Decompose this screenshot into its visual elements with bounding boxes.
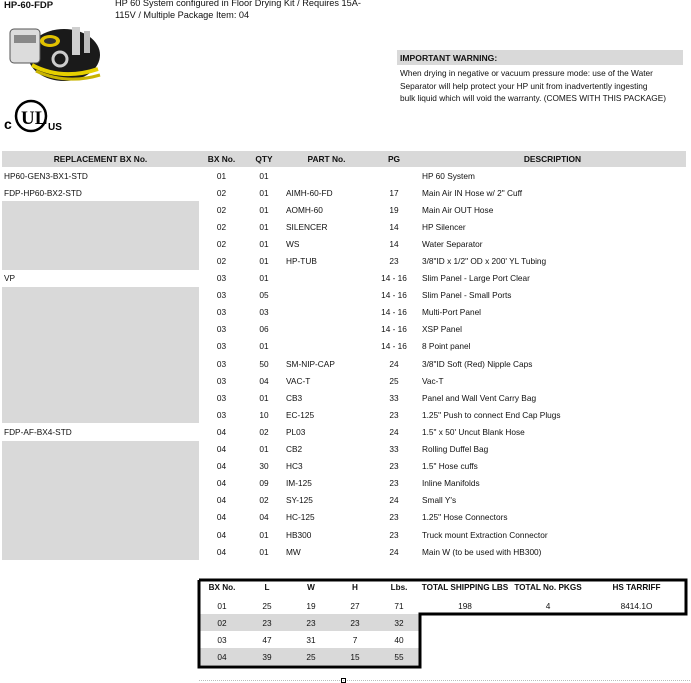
part-no-cell: HB300: [286, 529, 312, 540]
qty-cell: 01: [259, 170, 269, 181]
box-no-cell: 04: [199, 648, 245, 665]
replacement-bx-cell: [2, 218, 199, 235]
config-line-1: HP 60 System configured in Floor Drying Kit / Requires 15A-: [115, 0, 361, 8]
replacement-bx-cell: [2, 252, 199, 269]
hs-tariff-cell: 8414.1O: [620, 600, 653, 611]
box-row: [199, 648, 686, 665]
qty-cell: 02: [259, 495, 269, 506]
ul-c-text: c: [4, 116, 12, 132]
bx-no-cell: 02: [216, 256, 227, 267]
description-cell: XSP Panel: [422, 324, 462, 335]
header-part-no: PART No.: [284, 151, 369, 167]
part-no-cell: PL03: [286, 426, 306, 437]
bx-no-cell: 03: [216, 273, 227, 284]
part-no-cell: AOMH-60: [286, 204, 323, 215]
part-no-cell: CB3: [286, 392, 303, 403]
qty-cell: 30: [259, 461, 269, 472]
description-cell: Small Y's: [422, 495, 457, 506]
bx-no-cell: 02: [216, 187, 227, 198]
length-cell: 39: [245, 648, 289, 665]
box-dimensions-section: [199, 577, 686, 665]
pg-cell: 24: [389, 426, 399, 437]
pg-cell: 33: [389, 392, 399, 403]
parts-row: [2, 355, 686, 372]
parts-header-row: [2, 151, 686, 167]
pg-cell: 17: [389, 187, 399, 198]
replacement-bx-cell: [2, 338, 199, 355]
description-cell: Slim Panel - Small Ports: [422, 290, 512, 301]
height-cell: 15: [333, 648, 377, 665]
description-cell: Rolling Duffel Bag: [422, 444, 489, 455]
parts-row: [2, 235, 686, 252]
description-cell: 3/8"ID x 1/2" OD x 200' YL Tubing: [422, 256, 547, 267]
parts-row: [2, 389, 686, 406]
configuration-text: [115, 0, 385, 21]
part-no-cell: EC-125: [286, 409, 315, 420]
replacement-bx-cell: [2, 509, 199, 526]
parts-row: [2, 492, 686, 509]
pg-cell: 23: [389, 409, 399, 420]
length-cell: 25: [262, 600, 272, 611]
replacement-bx-cell: [2, 406, 199, 423]
replacement-bx-cell: [2, 355, 199, 372]
parts-row: [2, 338, 686, 355]
replacement-bx-cell: [2, 543, 199, 560]
parts-row: [2, 458, 686, 475]
lbs-cell: 71: [394, 600, 404, 611]
part-no-cell: HP-TUB: [286, 256, 317, 267]
description-cell: 3/8"ID Soft (Red) Nipple Caps: [422, 358, 533, 369]
replacement-bx-cell: FDP-HP60-BX2-STD: [4, 187, 82, 198]
qty-cell: 01: [259, 187, 269, 198]
part-no-cell: VAC-T: [286, 375, 311, 386]
bx-no-cell: 03: [216, 392, 227, 403]
parts-row: [2, 252, 686, 269]
header-bx-no: BX No.: [199, 151, 244, 167]
replacement-bx-cell: [2, 321, 199, 338]
pg-cell: [369, 167, 419, 184]
box-row: [199, 631, 686, 648]
product-photo: [2, 15, 102, 85]
replacement-bx-cell: [2, 287, 199, 304]
box-no-cell: 02: [199, 614, 245, 631]
qty-cell: 04: [259, 512, 269, 523]
bx-no-cell: 04: [216, 444, 227, 455]
description-cell: 1.5" Hose cuffs: [422, 461, 478, 472]
bx-no-cell: 04: [216, 512, 227, 523]
description-cell: HP Silencer: [422, 221, 466, 232]
description-cell: Water Separator: [422, 238, 483, 249]
lbs-cell: 55: [377, 648, 421, 665]
pg-cell: 23: [389, 529, 399, 540]
description-cell: 1.25" Hose Connectors: [422, 512, 508, 523]
model-number: HP-60-FDP: [4, 0, 54, 11]
lbs-cell: 32: [377, 614, 421, 631]
part-no-cell: HC3: [286, 461, 303, 472]
box-row: [199, 597, 686, 614]
bx-no-cell: 02: [216, 204, 227, 215]
parts-row: [2, 372, 686, 389]
replacement-bx-cell: [2, 492, 199, 509]
box-dimensions-table: [199, 577, 686, 665]
parts-row: [2, 526, 686, 543]
pg-cell: 24: [389, 495, 399, 506]
empty-cell: [421, 631, 686, 648]
pg-cell: 25: [389, 375, 399, 386]
bx-no-cell: 03: [216, 290, 227, 301]
replacement-bx-cell: [2, 372, 199, 389]
qty-cell: 01: [259, 529, 269, 540]
parts-table: [2, 151, 686, 560]
pg-cell: 19: [389, 204, 399, 215]
header-pg: PG: [369, 151, 419, 167]
box-no-cell: 01: [217, 600, 227, 611]
bx-no-cell: 04: [216, 495, 227, 506]
replacement-bx-cell: [2, 389, 199, 406]
replacement-bx-cell: [2, 458, 199, 475]
bx-no-cell: 02: [216, 221, 227, 232]
header-width: W: [307, 582, 315, 592]
part-no-cell: MW: [286, 546, 301, 557]
part-no-cell: [284, 338, 369, 355]
qty-cell: 09: [259, 478, 269, 489]
parts-row: [2, 441, 686, 458]
parts-row: [2, 509, 686, 526]
ul-text: UL: [21, 108, 48, 129]
header-description: DESCRIPTION: [419, 151, 686, 167]
parts-row: [2, 201, 686, 218]
box-row: [199, 614, 686, 631]
parts-row: [2, 184, 686, 201]
header-replacement-bx: REPLACEMENT BX No.: [2, 151, 199, 167]
important-warning: [397, 50, 683, 107]
header-hs-tariff: HS TARRIFF: [612, 582, 661, 592]
header-qty: QTY: [244, 151, 284, 167]
replacement-bx-cell: HP60-GEN3-BX1-STD: [4, 170, 88, 181]
empty-cell: [421, 648, 686, 665]
width-cell: 19: [306, 600, 316, 611]
replacement-bx-cell: VP: [4, 273, 16, 284]
width-cell: 31: [306, 634, 316, 645]
pg-cell: 24: [389, 358, 399, 369]
description-cell: Inline Manifolds: [422, 478, 480, 489]
parts-row: [2, 423, 686, 440]
qty-cell: 01: [259, 392, 269, 403]
warning-body: [397, 65, 683, 107]
height-cell: 27: [350, 600, 360, 611]
parts-row: [2, 270, 686, 287]
header-total-pkgs: TOTAL No. PKGS: [514, 582, 582, 592]
qty-cell: 04: [259, 375, 269, 386]
header-height: H: [352, 582, 358, 592]
replacement-bx-cell: [2, 201, 199, 218]
replacement-bx-cell: FDP-AF-BX4-STD: [4, 426, 72, 437]
replacement-bx-cell: [2, 304, 199, 321]
qty-cell: 01: [259, 204, 269, 215]
box-header-row: [199, 577, 686, 597]
part-no-cell: [284, 270, 369, 287]
width-cell: 25: [289, 648, 333, 665]
description-cell: Truck mount Extraction Connector: [422, 529, 548, 540]
bx-no-cell: 04: [216, 426, 227, 437]
qty-cell: 01: [259, 546, 269, 557]
part-no-cell: SM-NIP-CAP: [286, 358, 335, 369]
pg-cell: 14 - 16: [381, 273, 407, 284]
part-no-cell: SILENCER: [286, 221, 328, 232]
description-cell: Multi-Port Panel: [422, 307, 482, 318]
pg-cell: 14: [389, 238, 399, 249]
description-cell: 8 Point panel: [422, 341, 471, 352]
parts-row: [2, 406, 686, 423]
qty-cell: 10: [259, 409, 269, 420]
description-cell: Panel and Wall Vent Carry Bag: [422, 392, 537, 403]
bx-no-cell: 04: [216, 546, 227, 557]
parts-row: [2, 304, 686, 321]
parts-row: [2, 218, 686, 235]
height-cell: 7: [352, 634, 358, 645]
parts-row: [2, 167, 686, 184]
part-no-cell: [284, 321, 369, 338]
pg-cell: 24: [389, 546, 399, 557]
bx-no-cell: 04: [216, 478, 227, 489]
pg-cell: 14 - 16: [381, 341, 407, 352]
warning-line-2: Separator will help protect your HP unit from inadvertently ingesting: [400, 80, 648, 91]
total-pkgs-cell: 4: [545, 600, 551, 611]
description-cell: HP 60 System: [422, 170, 475, 181]
pg-cell: 14 - 16: [381, 307, 407, 318]
parts-row: [2, 475, 686, 492]
qty-cell: 01: [259, 444, 269, 455]
replacement-bx-cell: [2, 475, 199, 492]
qty-cell: 01: [259, 256, 269, 267]
header-lbs: Lbs.: [390, 582, 408, 592]
pg-cell: 23: [389, 512, 399, 523]
parts-row: [2, 543, 686, 560]
pg-cell: 33: [389, 444, 399, 455]
bx-no-cell: 03: [216, 409, 227, 420]
pg-cell: 23: [389, 461, 399, 472]
parts-row: [2, 287, 686, 304]
description-cell: Main Air OUT Hose: [422, 204, 494, 215]
qty-cell: 50: [259, 358, 269, 369]
description-cell: 1.25" Push to connect End Cap Plugs: [422, 409, 561, 420]
bx-no-cell: 02: [216, 238, 227, 249]
height-cell: 23: [333, 614, 377, 631]
description-cell: Main W (to be used with HB300): [422, 546, 542, 557]
qty-cell: 01: [259, 221, 269, 232]
length-cell: 23: [245, 614, 289, 631]
bx-no-cell: 04: [216, 529, 227, 540]
pg-cell: 14 - 16: [381, 290, 407, 301]
pg-cell: 14 - 16: [381, 324, 407, 335]
width-cell: 23: [289, 614, 333, 631]
part-no-cell: [284, 167, 369, 184]
replacement-bx-cell: [2, 526, 199, 543]
part-no-cell: [284, 304, 369, 321]
part-no-cell: HC-125: [286, 512, 315, 523]
bx-no-cell: 03: [216, 375, 227, 386]
qty-cell: 06: [259, 324, 269, 335]
box-no-cell: 03: [217, 634, 227, 645]
pg-cell: 14: [389, 221, 399, 232]
qty-cell: 01: [259, 273, 269, 284]
pg-cell: 23: [389, 256, 399, 267]
description-cell: Slim Panel - Large Port Clear: [422, 273, 530, 284]
warning-line-3: bulk liquid which will void the warranty. (COMES WITH THIS PACKAGE): [400, 93, 667, 103]
empty-cell: [421, 614, 686, 631]
length-cell: 47: [262, 634, 272, 645]
cursor-marker: [341, 678, 346, 683]
total-shipping-lbs-cell: 198: [458, 600, 472, 611]
bx-no-cell: 03: [216, 324, 227, 335]
bx-no-cell: 04: [216, 461, 227, 472]
bx-no-cell: 01: [216, 170, 227, 181]
part-no-cell: [284, 287, 369, 304]
lbs-cell: 40: [394, 634, 404, 645]
warning-line-1: When drying in negative or vacuum pressure mode: use of the Water: [400, 68, 653, 78]
ul-us-text: US: [48, 122, 62, 133]
pg-cell: 23: [389, 478, 399, 489]
qty-cell: 01: [259, 238, 269, 249]
config-line-2: 115V / Multiple Package Item: 04: [115, 10, 250, 20]
replacement-bx-cell: [2, 441, 199, 458]
description-cell: 1.5" x 50' Uncut Blank Hose: [422, 426, 525, 437]
qty-cell: 02: [259, 426, 269, 437]
part-no-cell: SY-125: [286, 495, 313, 506]
description-cell: Vac-T: [422, 375, 444, 386]
part-no-cell: WS: [286, 238, 300, 249]
bx-no-cell: 03: [216, 358, 227, 369]
qty-cell: 01: [259, 341, 269, 352]
bx-no-cell: 03: [216, 341, 227, 352]
description-cell: Main Air IN Hose w/ 2" Cuff: [422, 187, 523, 198]
part-no-cell: CB2: [286, 444, 303, 455]
qty-cell: 03: [259, 307, 269, 318]
header-total-shipping-lbs: TOTAL SHIPPING LBS: [421, 582, 509, 592]
qty-cell: 05: [259, 290, 269, 301]
part-no-cell: AIMH-60-FD: [286, 187, 333, 198]
part-no-cell: IM-125: [286, 478, 312, 489]
header-length: L: [264, 582, 270, 592]
warning-title: IMPORTANT WARNING:: [397, 50, 683, 65]
ul-certification-logo: [4, 96, 70, 136]
bx-no-cell: 03: [216, 307, 227, 318]
parts-row: [2, 321, 686, 338]
page-divider: [199, 680, 690, 681]
header-box-no: BX No.: [208, 582, 236, 592]
replacement-bx-cell: [2, 235, 199, 252]
